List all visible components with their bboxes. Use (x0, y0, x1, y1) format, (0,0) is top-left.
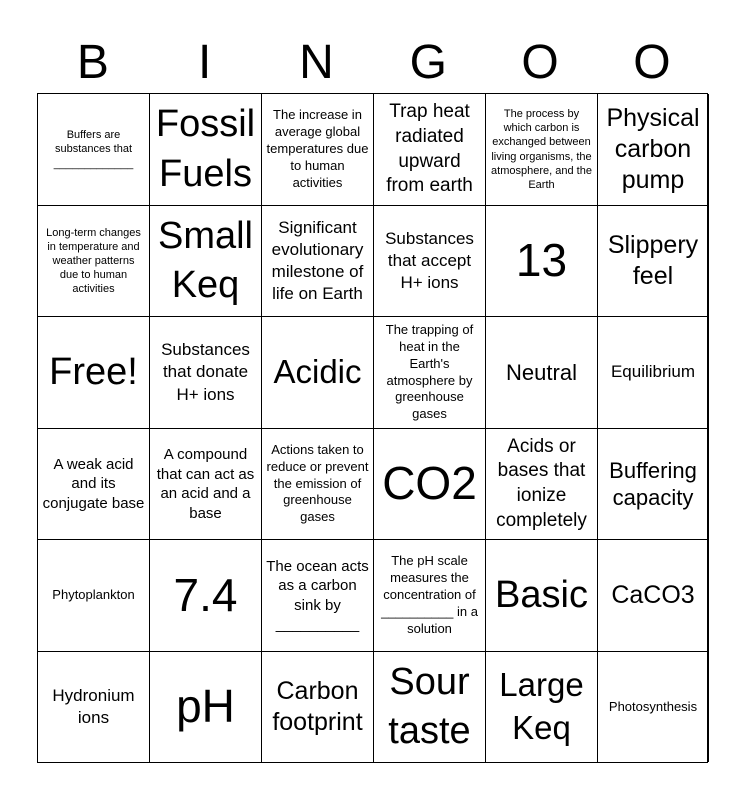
cell-text: Sour taste (388, 660, 471, 752)
bingo-cell[interactable] (150, 206, 262, 317)
cell-text: Large Keq (499, 666, 584, 746)
bingo-cell[interactable] (374, 94, 486, 206)
cell-text: Hydronium ions (52, 685, 135, 727)
cell-text: The process by which carbon is exchanged between living organisms, the atmosphere, and the Earth (491, 108, 592, 191)
bingo-cell[interactable] (262, 540, 374, 652)
header-letter-i: I (198, 36, 212, 89)
bingo-cell[interactable] (374, 317, 486, 429)
header-letter-g: G (409, 36, 447, 89)
bingo-cell[interactable] (262, 317, 374, 429)
cell-text: The trapping of heat in the Earth's atmosphere by greenhouse gases (385, 321, 474, 422)
cell-text: Small Keq (157, 214, 254, 306)
cell-text: Photosynthesis (608, 698, 698, 714)
cell-text: A compound that can act as an acid and a base (156, 446, 255, 522)
bingo-cell[interactable] (374, 652, 486, 762)
bingo-cell[interactable] (486, 206, 598, 317)
cell-text: Buffers are substances that _____________ (53, 129, 134, 170)
bingo-cell[interactable] (598, 652, 709, 762)
header-letter-o-2: O (633, 36, 671, 89)
cell-text: Neutral (506, 359, 577, 385)
cell-text: Substances that donate H+ ions (161, 340, 250, 404)
bingo-cell[interactable] (150, 652, 262, 762)
bingo-cell free-space[interactable] (38, 317, 150, 429)
bingo-cell[interactable] (486, 652, 598, 762)
bingo-cell[interactable] (150, 317, 262, 429)
bingo-cell[interactable] (150, 429, 262, 540)
bingo-cell[interactable] (374, 206, 486, 317)
bingo-cell[interactable] (262, 652, 374, 762)
bingo-cell[interactable] (150, 540, 262, 652)
bingo-header (37, 34, 708, 92)
cell-text: The ocean acts as a carbon sink by __________ (266, 557, 369, 633)
cell-text: Long-term changes in temperature and weather patterns due to human activities (46, 226, 141, 296)
header-letter-b: B (76, 36, 109, 89)
header-letter-n: N (299, 36, 334, 89)
bingo-cell[interactable] (38, 540, 150, 652)
cell-text: A weak acid and its conjugate base (42, 455, 145, 512)
cell-text: Equilibrium (610, 362, 696, 382)
cell-text: Free! (49, 350, 138, 393)
bingo-cell[interactable] (598, 94, 709, 206)
bingo-cell[interactable] (374, 540, 486, 652)
bingo-cell[interactable] (38, 652, 150, 762)
cell-text: Physical carbon pump (606, 103, 700, 195)
bingo-cell[interactable] (486, 429, 598, 540)
cell-text: CaCO3 (611, 580, 695, 609)
bingo-cell[interactable] (598, 429, 709, 540)
cell-text: The increase in average global temperatures due to human activities (266, 107, 369, 190)
cell-text: Buffering capacity (609, 457, 697, 510)
bingo-cell[interactable] (262, 94, 374, 206)
bingo-cell[interactable] (38, 206, 150, 317)
cell-text: Acids or bases that ionize completely (496, 435, 587, 531)
header-letter-o: O (521, 36, 559, 89)
bingo-cell[interactable] (150, 94, 262, 206)
cell-text: Carbon footprint (272, 676, 363, 736)
cell-text: Significant evolutionary milestone of life on Earth (271, 217, 364, 304)
bingo-board (37, 93, 708, 763)
cell-text: Actions taken to reduce or prevent the emission of greenhouse gases (266, 441, 369, 525)
cell-text: Acidic (273, 353, 362, 391)
bingo-cell[interactable] (374, 429, 486, 540)
cell-text: 7.4 (173, 568, 238, 621)
cell-text: Trap heat radiated upward from earth (386, 101, 473, 197)
cell-text: Basic (495, 573, 588, 616)
bingo-cell[interactable] (598, 540, 709, 652)
cell-text: The pH scale measures the concentration of __________ in a solution (381, 553, 478, 636)
cell-text: Slippery feel (607, 230, 699, 290)
bingo-cell[interactable] (598, 317, 709, 429)
bingo-cell[interactable] (262, 429, 374, 540)
cell-text: 13 (515, 234, 568, 287)
bingo-cell[interactable] (262, 206, 374, 317)
bingo-cell[interactable] (486, 94, 598, 206)
bingo-cell[interactable] (486, 317, 598, 429)
bingo-cell[interactable] (598, 206, 709, 317)
cell-text: Substances that accept H+ ions (385, 228, 474, 293)
bingo-cell[interactable] (38, 429, 150, 540)
cell-text: Phytoplankton (52, 587, 135, 603)
cell-text: pH (176, 680, 235, 733)
cell-text: CO2 (382, 457, 477, 510)
bingo-cell[interactable] (38, 94, 150, 206)
bingo-cell[interactable] (486, 540, 598, 652)
cell-text: Fossil Fuels (155, 103, 256, 195)
